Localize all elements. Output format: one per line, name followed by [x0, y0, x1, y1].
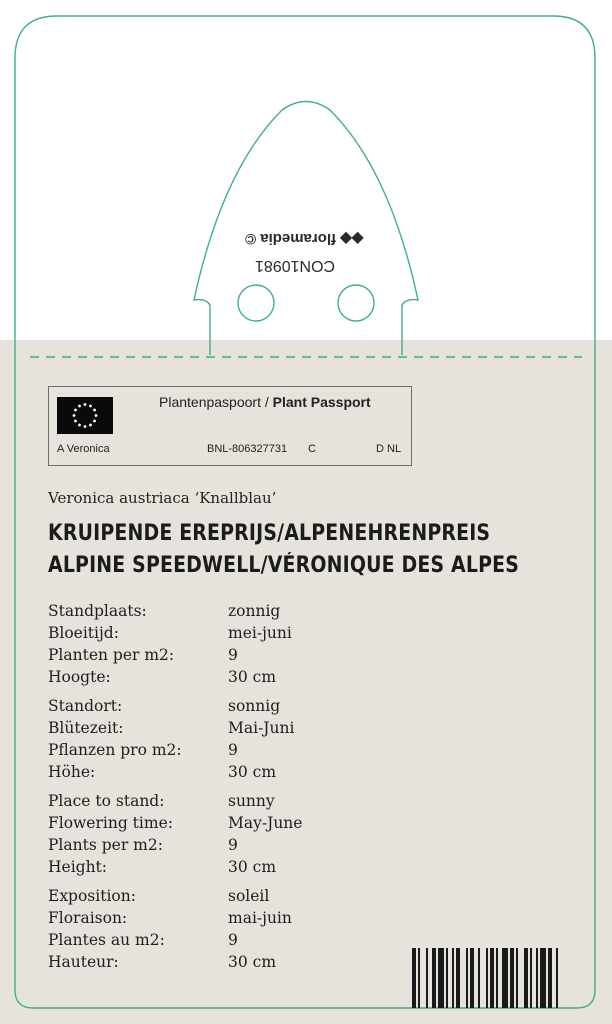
barcode-bar: [536, 948, 538, 1008]
barcode-bar: [486, 948, 488, 1008]
spec-row: [48, 790, 302, 812]
eu-star: [95, 414, 98, 417]
eu-star: [73, 414, 76, 417]
spec-value: May-June: [228, 814, 303, 832]
spec-label: Exposition:: [48, 887, 136, 905]
spec-value: sonnig: [228, 697, 281, 715]
spec-label: Bloeitijd:: [48, 624, 119, 642]
spec-group: [48, 695, 302, 783]
barcode: [412, 948, 592, 1008]
spec-row: [48, 885, 302, 907]
barcode-bar: [432, 948, 436, 1008]
barcode-bar: [456, 948, 460, 1008]
spec-label: Hauteur:: [48, 953, 119, 971]
barcode-bar: [502, 948, 508, 1008]
passport-field-c: C: [308, 443, 316, 455]
spec-row: [48, 907, 302, 929]
spec-row: [48, 644, 302, 666]
spec-label: Place to stand:: [48, 792, 165, 810]
plant-passport-box: [48, 386, 412, 466]
spec-label: Floraison:: [48, 909, 128, 927]
spec-value: soleil: [228, 887, 270, 905]
spec-value: 30 cm: [228, 858, 277, 876]
plant-passport-title-nl: Plantenpaspoort /: [159, 394, 273, 410]
barcode-bar: [510, 948, 514, 1008]
spec-label: Plants per m2:: [48, 836, 163, 854]
spec-row: [48, 951, 302, 973]
eu-star: [84, 425, 87, 428]
eu-star: [74, 420, 77, 423]
common-name-line-1: KRUIPENDE EREPRIJS/ALPENEHRENPREIS: [48, 521, 491, 546]
common-name-line-2: ALPINE SPEEDWELL/VÉRONIQUE DES ALPES: [48, 553, 520, 578]
botanical-name: Veronica austriaca ‘Knallblau’: [48, 489, 277, 507]
spec-value: zonnig: [228, 602, 281, 620]
plant-passport-title-en: Plant Passport: [272, 394, 371, 410]
spec-row: [48, 739, 302, 761]
barcode-bar: [412, 948, 416, 1008]
spec-label: Standplaats:: [48, 602, 147, 620]
passport-field-d: D NL: [376, 443, 402, 455]
barcode-bar: [438, 948, 444, 1008]
tag-brand-logo: [245, 230, 363, 248]
eu-star: [93, 409, 96, 412]
barcode-bar: [548, 948, 552, 1008]
spec-row: [48, 856, 302, 878]
barcode-bar: [470, 948, 474, 1008]
barcode-bar: [556, 948, 558, 1008]
spec-label: Höhe:: [48, 763, 96, 781]
spec-row: [48, 622, 302, 644]
eu-star: [84, 403, 87, 406]
copyright-icon: ©: [245, 230, 257, 247]
plant-passport-title: [159, 394, 371, 410]
floramedia-logo-icon: ◆◆: [340, 230, 364, 247]
barcode-bar: [530, 948, 532, 1008]
barcode-bar: [524, 948, 528, 1008]
barcode-bar: [452, 948, 454, 1008]
eu-star: [93, 420, 96, 423]
barcode-bar: [516, 948, 518, 1008]
spec-row: [48, 717, 302, 739]
spec-row: [48, 812, 302, 834]
eu-star: [78, 424, 81, 427]
barcode-bar: [490, 948, 494, 1008]
spec-row: [48, 761, 302, 783]
eu-flag-icon: [57, 397, 113, 434]
spec-row: [48, 600, 302, 622]
barcode-bar: [478, 948, 480, 1008]
spec-group: [48, 885, 302, 973]
eu-star: [74, 409, 77, 412]
spec-row: [48, 929, 302, 951]
passport-field-a: A Veronica: [57, 443, 110, 455]
spec-group: [48, 790, 302, 878]
spec-value: Mai-Juni: [228, 719, 295, 737]
eu-star: [89, 405, 92, 408]
barcode-bar: [496, 948, 498, 1008]
spec-group: [48, 600, 302, 688]
barcode-bar: [466, 948, 468, 1008]
spec-label: Standort:: [48, 697, 123, 715]
care-specs: [48, 600, 302, 980]
eu-star: [78, 405, 81, 408]
spec-row: [48, 666, 302, 688]
tag-brand-text: floramedia: [260, 230, 337, 247]
spec-label: Flowering time:: [48, 814, 173, 832]
spec-value: 9: [228, 931, 238, 949]
spec-value: 30 cm: [228, 763, 277, 781]
spec-label: Plantes au m2:: [48, 931, 165, 949]
spec-label: Height:: [48, 858, 108, 876]
spec-value: sunny: [228, 792, 275, 810]
spec-value: 9: [228, 646, 238, 664]
spec-value: mai-juin: [228, 909, 292, 927]
spec-label: Blütezeit:: [48, 719, 124, 737]
spec-value: 9: [228, 741, 238, 759]
spec-value: mei-juni: [228, 624, 292, 642]
spec-label: Planten per m2:: [48, 646, 175, 664]
spec-value: 30 cm: [228, 668, 277, 686]
spec-value: 9: [228, 836, 238, 854]
spec-label: Pflanzen pro m2:: [48, 741, 182, 759]
barcode-bar: [540, 948, 546, 1008]
barcode-bar: [446, 948, 448, 1008]
eu-star: [89, 424, 92, 427]
tag-code: CON10981: [255, 257, 336, 274]
spec-value: 30 cm: [228, 953, 277, 971]
spec-row: [48, 695, 302, 717]
barcode-bar: [418, 948, 420, 1008]
spec-row: [48, 834, 302, 856]
spec-label: Hoogte:: [48, 668, 111, 686]
passport-field-b: BNL-806327731: [207, 443, 288, 455]
barcode-bar: [426, 948, 428, 1008]
